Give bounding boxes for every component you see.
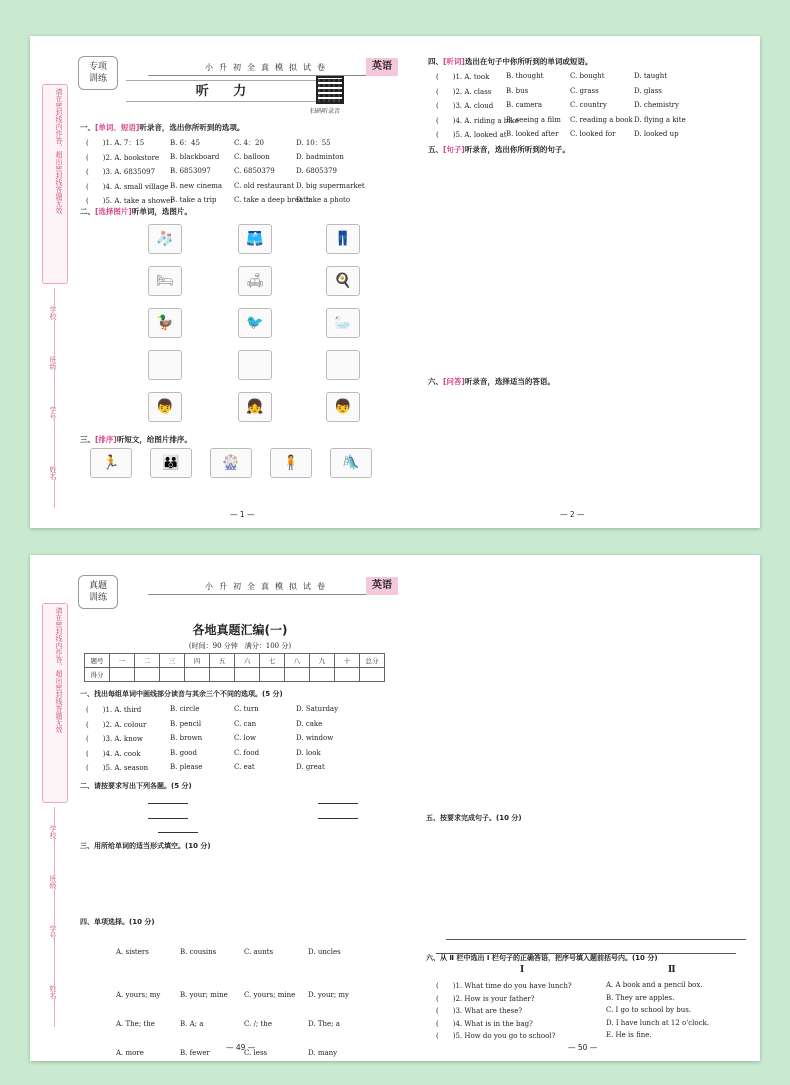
page-2-right-column — [400, 36, 760, 528]
question-stem: ( )5. A. season — [86, 764, 149, 772]
score-header-cell: 四 — [185, 654, 210, 668]
section-6-heading: 六、[问答]听录音，选择适当的答语。 — [428, 377, 555, 386]
story-picture: 🧍 — [270, 448, 312, 478]
answer-option[interactable]: B. looked after — [506, 130, 559, 138]
series-title: 小升初全真模拟试卷 — [148, 581, 388, 595]
answer-option[interactable]: D. take a photo — [296, 196, 351, 204]
question-stem: ( )1. A. took — [436, 73, 490, 81]
score-cell[interactable] — [185, 668, 210, 682]
answer-option[interactable]: B. fewer — [180, 1049, 210, 1057]
answer-blank[interactable] — [318, 812, 358, 819]
score-header-cell: 十 — [335, 654, 360, 668]
margin-label-number: 学号 — [49, 406, 57, 420]
answer-option[interactable]: D. uncles — [308, 947, 341, 956]
answer-option[interactable]: B. blackboard — [170, 152, 220, 161]
answer-option[interactable]: D. window — [296, 734, 334, 742]
score-header-cell: 二 — [135, 654, 160, 668]
picture-glyph-icon: 🛏 — [156, 273, 174, 289]
answer-option[interactable]: C. turn — [234, 705, 259, 713]
answer-option[interactable]: C. take a deep breath — [234, 196, 311, 204]
answer-option[interactable]: B. 6853097 — [170, 167, 211, 175]
answer-option[interactable]: C. food — [234, 748, 260, 757]
section-2-heading: 二、[选择图片]听单词，选图片。 — [80, 207, 192, 216]
picture-七月[interactable] — [238, 350, 272, 380]
answer-option[interactable]: B. your; mine — [180, 991, 228, 999]
answer-option[interactable]: B. They are apples. — [606, 993, 675, 1002]
answer-option[interactable]: C. 6850379 — [234, 167, 275, 175]
question-stem: ( )3. A. cloud — [436, 102, 494, 110]
answer-option[interactable]: A. yours; my — [116, 991, 161, 999]
question-stem: ( )3. What are these? — [436, 1007, 523, 1015]
margin-label-name: 姓名 — [49, 466, 57, 480]
picture-glyph-icon: 🦆 — [156, 315, 174, 331]
margin-label-school: 学校 — [49, 306, 57, 320]
score-header-cell: 题号 — [85, 654, 110, 668]
answer-option[interactable]: B. take a trip — [170, 196, 217, 204]
margin-label-class: 班级 — [49, 356, 57, 370]
margin-notice: 请在密封线内作答，超出密封线答题无效 — [42, 603, 68, 803]
margin-label-name: 姓名 — [49, 985, 57, 999]
question-stem: ( )2. How is your father? — [436, 994, 535, 1003]
answer-option[interactable]: B. bus — [506, 86, 529, 95]
page-title: 各地真题汇编(一) — [192, 623, 288, 637]
question-stem: ( )5. A. take a shower — [86, 197, 174, 205]
section-badge: 专项 训练 — [78, 56, 118, 90]
answer-option[interactable]: C. I go to school by bus. — [606, 1006, 692, 1014]
qr-label: 扫码听录音 — [310, 108, 341, 115]
question-stem: ( )1. What time do you have lunch? — [436, 982, 572, 990]
score-cell[interactable] — [285, 668, 310, 682]
answer-option[interactable]: D. I have lunch at 12 o'clock. — [606, 1018, 709, 1027]
answer-option[interactable]: B. camera — [506, 101, 542, 109]
margin-label-number: 学号 — [49, 925, 57, 939]
question-stem: ( )5. A. looked at — [436, 131, 507, 139]
answer-option[interactable]: E. He is fine. — [606, 1031, 652, 1039]
answer-option[interactable]: D. big supermarket — [296, 181, 365, 190]
section-3-heading: 三、[排序]听短文，给图片排序。 — [80, 435, 192, 444]
series-title: 小升初全真模拟试卷 — [148, 62, 388, 76]
score-cell: 得分 — [85, 668, 110, 682]
story-picture: 👪 — [150, 448, 192, 478]
section-1-heading: 一、[单词、短语]听录音，选出你所听到的选项。 — [80, 123, 245, 132]
question-stem: ( )4. What is in the bag? — [436, 1019, 533, 1028]
answer-option[interactable]: D. your; my — [308, 991, 350, 999]
section-4-heading: 四、[听词]选出在句子中你所听到的单词或短语。 — [428, 57, 593, 66]
question-stem: ( )1. A. 7：15 — [86, 139, 145, 147]
answer-option[interactable]: B. good — [170, 748, 197, 757]
answer-option[interactable]: D. Saturday — [296, 705, 339, 713]
answer-option[interactable]: D. 10：55 — [296, 139, 331, 147]
margin-label-class: 班级 — [49, 875, 57, 889]
picture-glyph-icon: 🩳 — [246, 231, 264, 247]
answer-option[interactable]: D. 6805379 — [296, 167, 337, 175]
page-1-left-column — [30, 36, 400, 528]
question-stem: ( )4. A. cook — [86, 749, 141, 758]
page-50-right-column — [400, 555, 760, 1061]
picture-六月[interactable] — [148, 350, 182, 380]
page-header — [78, 563, 396, 613]
answer-option[interactable]: C. low — [234, 734, 257, 742]
score-header-cell: 五 — [210, 654, 235, 668]
answer-option[interactable]: B. please — [170, 763, 203, 771]
answer-option[interactable]: D. badminton — [296, 152, 344, 161]
column-ii-label: Ⅱ — [668, 965, 676, 975]
p2-section-5-heading: 五、按要求完成句子。(10 分) — [426, 814, 522, 822]
picture-glyph-icon: 🍳 — [334, 273, 352, 289]
answer-option[interactable]: B. brown — [170, 734, 203, 742]
picture-glyph-icon: 🛋 — [246, 273, 264, 289]
answer-option[interactable]: D. glass — [634, 86, 662, 95]
question-stem: ( )5. How do you go to school? — [436, 1032, 556, 1040]
score-header-cell: 一 — [110, 654, 135, 668]
picture-girl[interactable] — [238, 392, 272, 422]
answer-option[interactable]: C. country — [570, 101, 607, 109]
answer-option[interactable]: C. yours; mine — [244, 991, 296, 999]
picture-living-room[interactable] — [238, 266, 272, 296]
answer-option[interactable]: D. The; a — [308, 1020, 340, 1028]
answer-option[interactable]: B. 6：45 — [170, 139, 200, 147]
picture-glyph-icon: 👧 — [246, 399, 264, 415]
question-stem: ( )3. A. 6835097 — [86, 168, 156, 176]
picture-duck[interactable] — [148, 308, 182, 338]
picture-trousers[interactable] — [326, 224, 360, 254]
score-cell[interactable] — [360, 668, 385, 682]
question-stem: ( )2. A. colour — [86, 720, 147, 729]
question-stem: ( )2. A. bookstore — [86, 153, 160, 162]
picture-glyph-icon: 👖 — [334, 231, 352, 247]
answer-option[interactable]: C. bought — [570, 72, 605, 80]
answer-blank[interactable] — [148, 812, 188, 819]
answer-blank[interactable] — [318, 797, 358, 804]
score-cell[interactable] — [160, 668, 185, 682]
answer-line[interactable] — [446, 931, 746, 940]
picture-glyph-icon: 🐦 — [246, 315, 264, 331]
answer-option[interactable]: D. looked up — [634, 130, 679, 138]
page-title: 听 力 — [126, 80, 326, 102]
answer-option[interactable]: B. A; a — [180, 1020, 204, 1028]
question-stem: ( )4. A. riding a bike — [436, 116, 519, 125]
p2-section-3-heading: 三、用所给单词的适当形式填空。(10 分) — [80, 842, 211, 850]
score-cell[interactable] — [260, 668, 285, 682]
subject-label: 英语 — [366, 577, 398, 595]
picture-shorts[interactable] — [238, 224, 272, 254]
answer-option[interactable]: C. less — [244, 1049, 268, 1057]
exam-sheet-2 — [30, 555, 760, 1061]
answer-option[interactable]: C. looked for — [570, 130, 616, 138]
picture-glyph-icon: 👦 — [334, 399, 352, 415]
score-header-cell: 三 — [160, 654, 185, 668]
answer-blank[interactable] — [158, 826, 198, 833]
answer-option[interactable]: B. new cinema — [170, 181, 223, 190]
score-cell[interactable] — [110, 668, 135, 682]
exam-meta: (时间：90 分钟 满分：100 分) — [188, 642, 292, 650]
section-5-heading: 五、[句子]听录音，选出你所听到的句子。 — [428, 145, 570, 154]
score-header-cell: 八 — [285, 654, 310, 668]
picture-glyph-icon: 🦢 — [334, 315, 352, 331]
page-number: — 2 — — [560, 510, 585, 519]
subject-label: 英语 — [366, 58, 398, 76]
binding-margin — [36, 595, 74, 1035]
p2-section-1-heading: 一、找出每组单词中画线部分读音与其余三个不同的选项。(5 分) — [80, 690, 283, 698]
picture-glyph-icon: 👦 — [156, 399, 174, 415]
qr-code-icon[interactable] — [316, 76, 344, 104]
p2-section-6-heading: 六、从 Ⅱ 栏中选出 Ⅰ 栏句子的正确答语，把序号填入题前括号内。(10 分) — [426, 954, 658, 962]
page-number: — 1 — — [230, 510, 255, 519]
picture-socks[interactable] — [148, 224, 182, 254]
answer-option[interactable]: C. aunts — [244, 947, 274, 956]
answer-option[interactable]: C. grass — [570, 86, 599, 95]
picture-glyph-icon: 🧦 — [156, 231, 174, 247]
answer-blank[interactable] — [148, 797, 188, 804]
answer-option[interactable]: A. The; the — [116, 1020, 155, 1028]
binding-margin — [36, 76, 74, 516]
score-header-cell: 九 — [310, 654, 335, 668]
story-picture: 🛝 — [330, 448, 372, 478]
score-header-cell: 总分 — [360, 654, 385, 668]
margin-notice: 请在密封线内作答，超出密封线答题无效 — [42, 84, 68, 284]
picture-boy[interactable] — [326, 392, 360, 422]
picture-goose[interactable] — [326, 308, 360, 338]
answer-option[interactable]: A. sisters — [116, 947, 149, 956]
question-stem: ( )4. A. small village — [86, 182, 169, 191]
answer-option[interactable]: C. balloon — [234, 152, 270, 161]
answer-option[interactable]: B. pencil — [170, 719, 202, 728]
answer-option[interactable]: D. look — [296, 748, 321, 757]
margin-label-school: 学校 — [49, 825, 57, 839]
page-49-left-column — [30, 555, 400, 1061]
story-picture: 🎡 — [210, 448, 252, 478]
score-table — [84, 653, 385, 682]
answer-option[interactable]: C. old restaurant — [234, 181, 295, 190]
score-cell[interactable] — [235, 668, 260, 682]
picture-bird[interactable] — [238, 308, 272, 338]
answer-option[interactable]: B. cousins — [180, 947, 217, 956]
answer-option[interactable]: C. eat — [234, 763, 255, 771]
page-number: — 50 — — [568, 1043, 598, 1052]
picture-一月[interactable] — [326, 350, 360, 380]
answer-option[interactable]: D. chemistry — [634, 101, 679, 109]
answer-option[interactable]: B. circle — [170, 705, 200, 713]
score-cell[interactable] — [335, 668, 360, 682]
answer-option[interactable]: B. thought — [506, 72, 544, 80]
answer-option[interactable]: D. cake — [296, 719, 323, 728]
question-stem: ( )1. A. third — [86, 706, 142, 714]
answer-option[interactable]: C. reading a book — [570, 115, 633, 124]
score-cell[interactable] — [310, 668, 335, 682]
section-badge: 真题 训练 — [78, 575, 118, 609]
picture-boy[interactable] — [148, 392, 182, 422]
answer-option[interactable]: D. flying a kite — [634, 115, 686, 124]
score-cell[interactable] — [210, 668, 235, 682]
score-header-cell: 七 — [260, 654, 285, 668]
answer-option[interactable]: C. /; the — [244, 1020, 272, 1028]
picture-kitchen[interactable] — [326, 266, 360, 296]
question-stem: ( )3. A. know — [86, 735, 143, 743]
exam-sheet-1 — [30, 36, 760, 528]
answer-option[interactable]: B. seeing a film — [506, 115, 561, 124]
p2-section-4-heading: 四、单项选择。(10 分) — [80, 918, 155, 926]
score-header-cell: 六 — [235, 654, 260, 668]
p2-section-2-heading: 二、请按要求写出下列各题。(5 分) — [80, 782, 192, 790]
score-cell[interactable] — [135, 668, 160, 682]
story-picture: 🏃 — [90, 448, 132, 478]
page-number: — 49 — — [226, 1043, 256, 1052]
answer-option[interactable]: D. great — [296, 763, 325, 771]
answer-option[interactable]: C. 4：20 — [234, 139, 264, 147]
picture-bedroom[interactable] — [148, 266, 182, 296]
column-i-label: Ⅰ — [520, 965, 525, 975]
answer-option[interactable]: A. more — [116, 1049, 144, 1057]
answer-option[interactable]: A. A book and a pencil box. — [606, 981, 703, 989]
answer-option[interactable]: D. many — [308, 1049, 338, 1057]
question-stem: ( )2. A. class — [436, 87, 492, 96]
answer-option[interactable]: D. taught — [634, 72, 668, 80]
answer-option[interactable]: C. can — [234, 719, 257, 728]
